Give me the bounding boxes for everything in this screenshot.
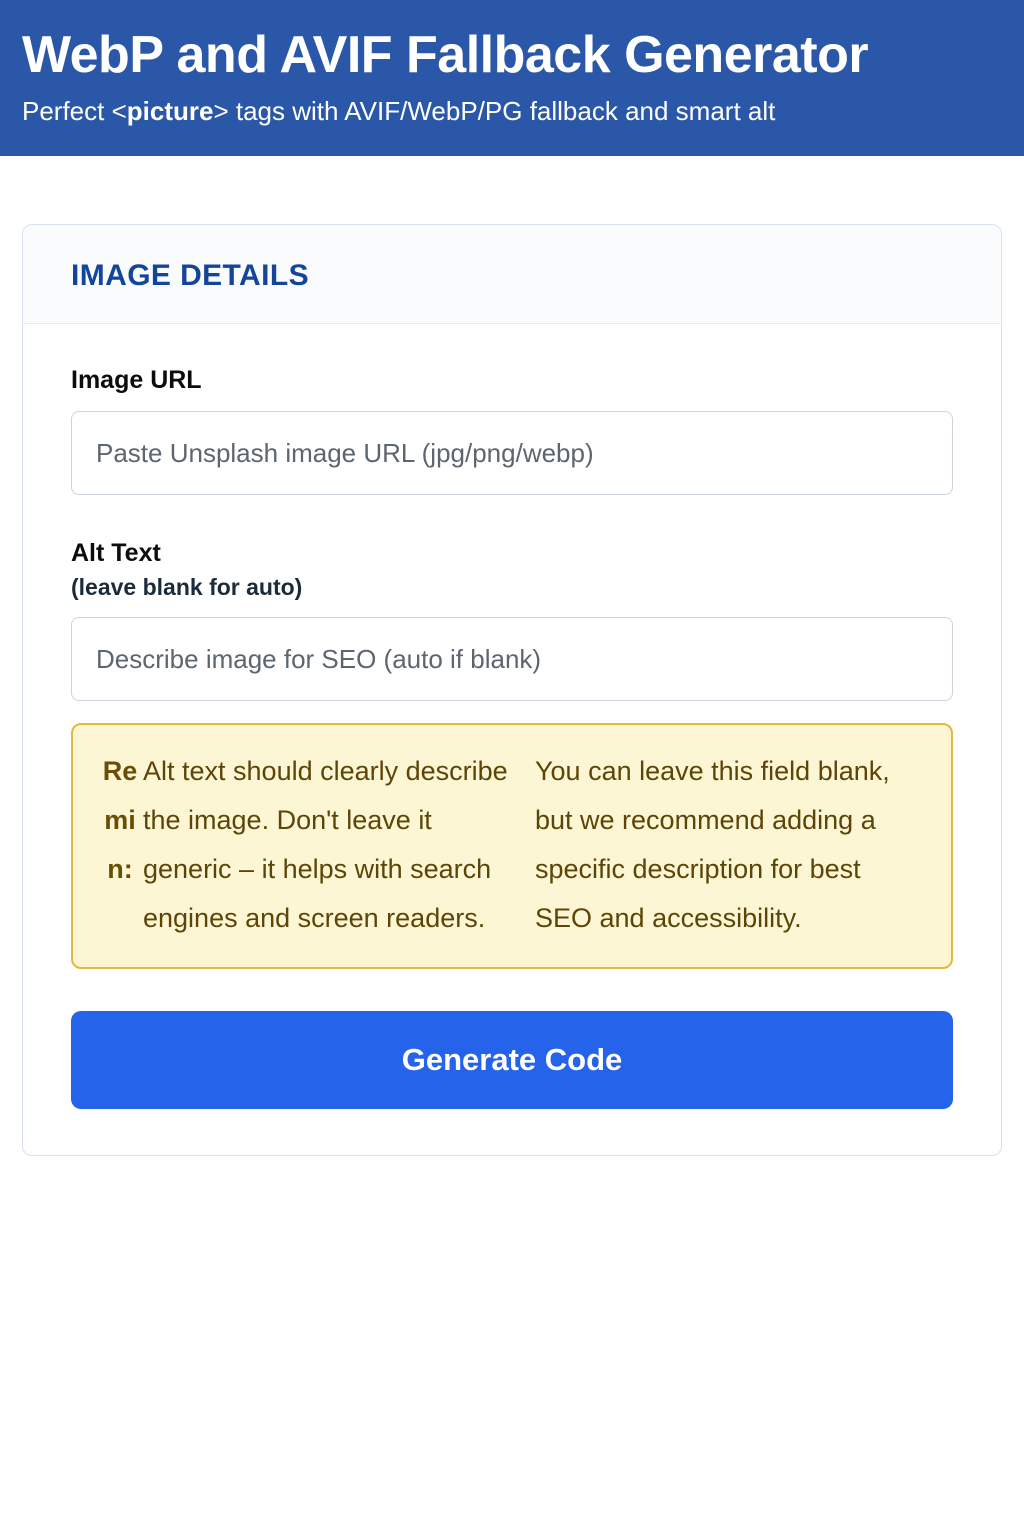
- card-header: [23, 225, 1001, 324]
- card-body: [23, 324, 1001, 1155]
- image-url-label: Image URL: [71, 366, 202, 395]
- subtitle-part-after: > tags with AVIF/WebP/PG fallback and smart alt: [213, 95, 776, 126]
- section-title: IMAGE DETAILS: [71, 259, 309, 293]
- image-url-input[interactable]: [71, 411, 953, 495]
- page-title: WebP and AVIF Fallback Generator: [22, 26, 869, 84]
- tip-column-one: Alt text should clearly describe the image. Don't leave it generic – it helps with search engines and screen readers.: [143, 756, 508, 934]
- page-header: [0, 0, 1024, 156]
- page-content: [0, 156, 1024, 1156]
- image-details-card: [22, 224, 1002, 1156]
- alt-text-label-main: Alt Text: [71, 539, 161, 568]
- alt-text-tip-box: [71, 723, 953, 969]
- tip-column-two: You can leave this field blank, but we recommend adding a specific description for best SEO and accessibility.: [535, 756, 890, 934]
- alt-text-input[interactable]: [71, 617, 953, 701]
- generate-code-button[interactable]: Generate Code: [71, 1011, 953, 1109]
- alt-text-sublabel: (leave blank for auto): [71, 574, 303, 601]
- tip-label: Remin:: [102, 756, 138, 885]
- alt-text-label: [71, 539, 953, 601]
- page-subtitle: [22, 97, 1002, 127]
- subtitle-part-bold: picture: [126, 95, 214, 126]
- subtitle-part-before: Perfect <: [22, 95, 127, 126]
